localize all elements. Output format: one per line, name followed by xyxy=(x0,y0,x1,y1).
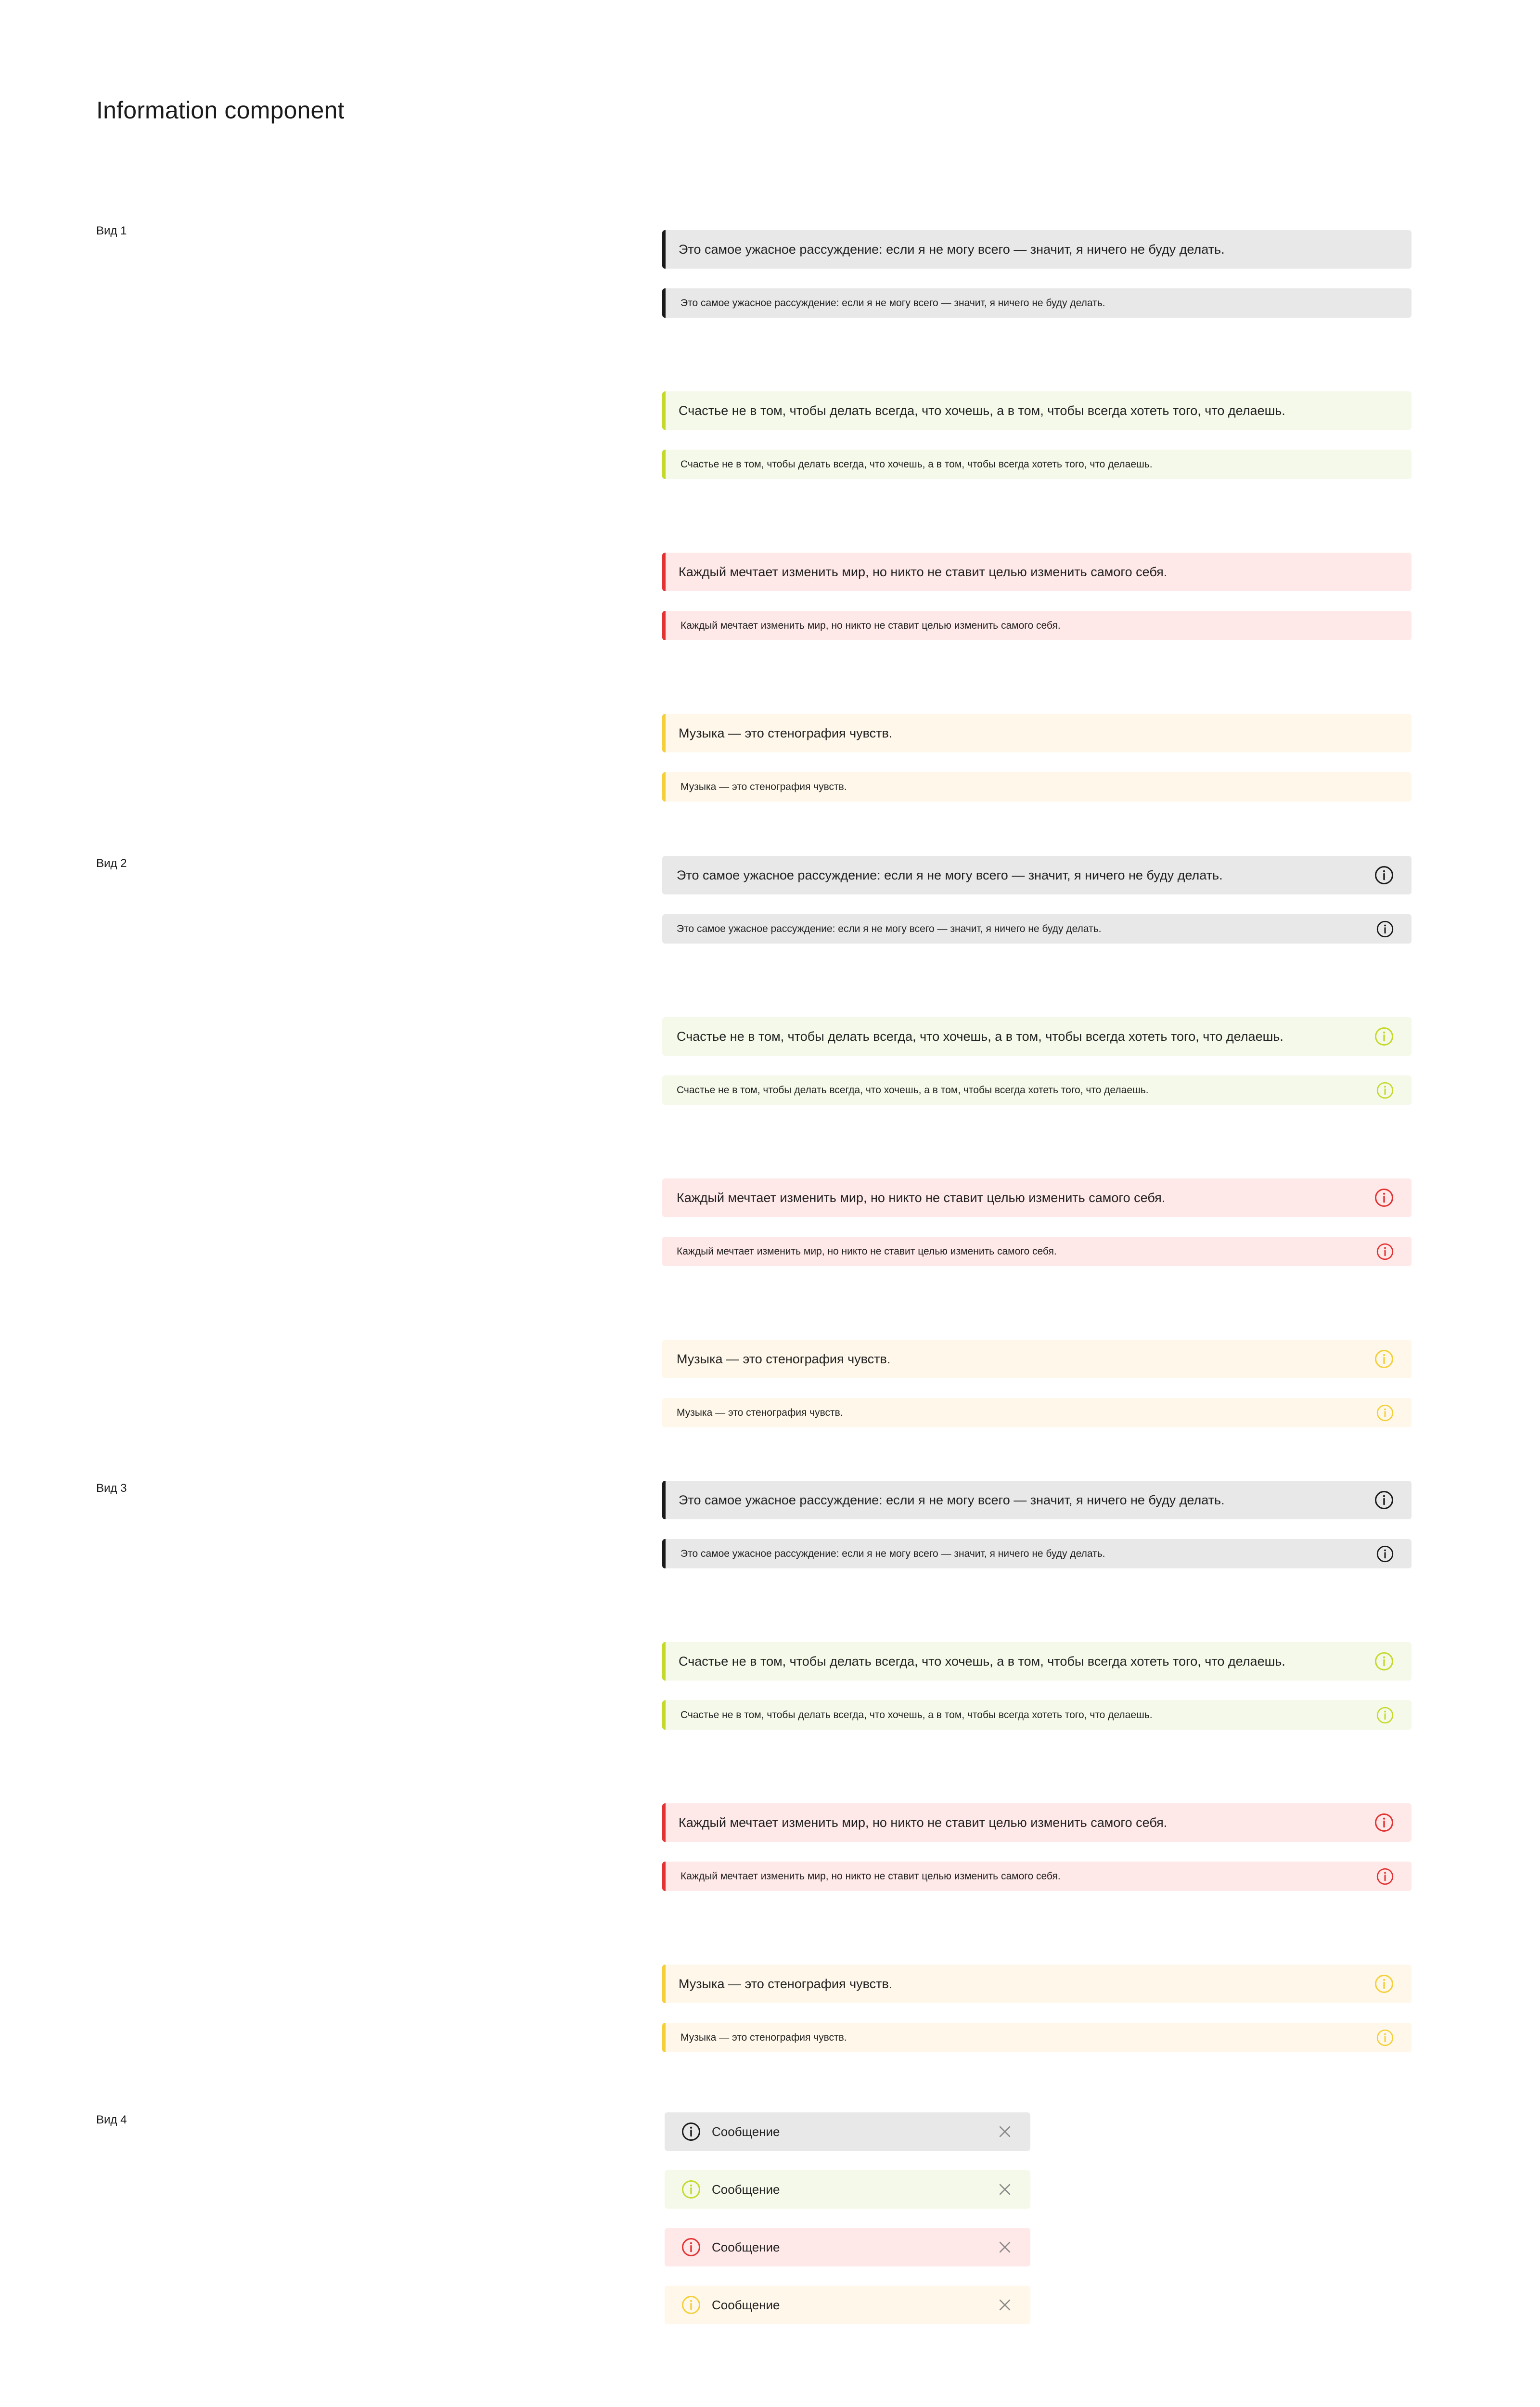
view2-group-warning xyxy=(662,1340,1412,1427)
info-icon xyxy=(1376,920,1394,938)
alert-text: Счастье не в том, чтобы делать всегда, что хочешь, а в том, чтобы всегда хотеть того, что делаешь. xyxy=(679,403,1285,418)
alert-error-large xyxy=(662,553,1412,591)
view1-group-success xyxy=(662,391,1412,479)
info-icon xyxy=(1376,1242,1394,1261)
alert-text: Это самое ужасное рассуждение: если я не могу всего — значит, я ничего не буду делать. xyxy=(677,867,1223,882)
alert-text: Каждый мечтает изменить мир, но никто не ставит целью изменить самого себя. xyxy=(679,1815,1168,1830)
info-icon xyxy=(1374,1651,1394,1671)
alert-text: Счастье не в том, чтобы делать всегда, что хочешь, а в том, чтобы всегда хотеть того, что делаешь. xyxy=(677,1029,1283,1044)
info-icon xyxy=(681,2295,701,2315)
info-icon xyxy=(1374,865,1394,885)
info-icon xyxy=(1376,1867,1394,1886)
toast-text: Сообщение xyxy=(712,2124,780,2139)
alert-success-small xyxy=(662,1700,1412,1730)
alert-success-small xyxy=(662,450,1412,479)
info-icon xyxy=(1374,1974,1394,1994)
view4-toasts xyxy=(665,2112,1030,2343)
info-icon xyxy=(1374,1349,1394,1369)
close-icon[interactable] xyxy=(997,2239,1013,2255)
info-icon xyxy=(1376,1706,1394,1724)
info-icon xyxy=(1374,1490,1394,1510)
alert-error-small xyxy=(662,1237,1412,1266)
alert-text: Музыка — это стенография чувств. xyxy=(677,1407,843,1418)
alert-text: Музыка — это стенография чувств. xyxy=(679,725,893,740)
info-icon xyxy=(1376,1081,1394,1100)
alert-neutral-large xyxy=(662,230,1412,269)
section-label-view3: Вид 3 xyxy=(96,1482,127,1495)
alert-success-large xyxy=(662,1642,1412,1681)
alert-text: Счастье не в том, чтобы делать всегда, что хочешь, а в том, чтобы всегда хотеть того, что делаешь. xyxy=(680,1709,1153,1721)
alert-warning-small xyxy=(662,1398,1412,1427)
info-icon xyxy=(1374,1188,1394,1208)
view2-group-neutral xyxy=(662,856,1412,944)
alert-text: Каждый мечтает изменить мир, но никто не ставит целью изменить самого себя. xyxy=(680,1870,1061,1882)
toast-text: Сообщение xyxy=(712,2182,780,2197)
alert-neutral-small xyxy=(662,914,1412,944)
info-icon xyxy=(681,2122,701,2142)
alert-text: Музыка — это стенография чувств. xyxy=(680,781,847,792)
alert-text: Каждый мечтает изменить мир, но никто не ставит целью изменить самого себя. xyxy=(677,1245,1057,1257)
view3-group-success xyxy=(662,1642,1412,1730)
view3-group-neutral xyxy=(662,1481,1412,1568)
alert-text: Каждый мечтает изменить мир, но никто не ставит целью изменить самого себя. xyxy=(679,564,1168,579)
view1-group-warning xyxy=(662,714,1412,802)
alert-text: Счастье не в том, чтобы делать всегда, что хочешь, а в том, чтобы всегда хотеть того, что делаешь. xyxy=(677,1084,1149,1096)
alert-warning-large xyxy=(662,714,1412,752)
view1-group-error xyxy=(662,553,1412,640)
close-icon[interactable] xyxy=(997,2123,1013,2140)
toast-error xyxy=(665,2228,1030,2266)
alert-text: Это самое ужасное рассуждение: если я не могу всего — значит, я ничего не буду делать. xyxy=(680,1548,1105,1559)
toast-success xyxy=(665,2170,1030,2209)
view3-group-error xyxy=(662,1803,1412,1891)
alert-warning-large xyxy=(662,1340,1412,1378)
view2-group-error xyxy=(662,1178,1412,1266)
info-icon xyxy=(1374,1026,1394,1047)
alert-text: Это самое ужасное рассуждение: если я не могу всего — значит, я ничего не буду делать. xyxy=(679,242,1225,257)
section-label-view1: Вид 1 xyxy=(96,224,127,237)
alert-success-small xyxy=(662,1075,1412,1105)
alert-text: Каждый мечтает изменить мир, но никто не ставит целью изменить самого себя. xyxy=(680,620,1061,631)
alert-text: Музыка — это стенография чувств. xyxy=(679,1976,893,1991)
toast-text: Сообщение xyxy=(712,2297,780,2312)
alert-text: Счастье не в том, чтобы делать всегда, что хочешь, а в том, чтобы всегда хотеть того, что делаешь. xyxy=(679,1654,1285,1669)
alert-neutral-small xyxy=(662,1539,1412,1568)
alert-success-large xyxy=(662,1017,1412,1056)
alert-text: Это самое ужасное рассуждение: если я не могу всего — значит, я ничего не буду делать. xyxy=(677,923,1102,934)
close-icon[interactable] xyxy=(997,2181,1013,2198)
alert-text: Музыка — это стенография чувств. xyxy=(677,1351,891,1366)
alert-neutral-large xyxy=(662,856,1412,894)
toast-text: Сообщение xyxy=(712,2239,780,2254)
alert-neutral-small xyxy=(662,288,1412,318)
page-title: Information component xyxy=(96,97,345,124)
view1-alerts xyxy=(662,230,1412,802)
toast-neutral xyxy=(665,2112,1030,2151)
alert-text: Это самое ужасное рассуждение: если я не могу всего — значит, я ничего не буду делать. xyxy=(679,1492,1225,1507)
alert-warning-small xyxy=(662,2023,1412,2052)
view1-group-neutral xyxy=(662,230,1412,318)
section-label-view4: Вид 4 xyxy=(96,2113,127,2126)
alert-text: Музыка — это стенография чувств. xyxy=(680,2032,847,2043)
view2-alerts xyxy=(662,856,1412,1427)
info-icon xyxy=(681,2237,701,2257)
alert-text: Это самое ужасное рассуждение: если я не могу всего — значит, я ничего не буду делать. xyxy=(680,297,1105,309)
view3-group-warning xyxy=(662,1965,1412,2052)
alert-error-large xyxy=(662,1178,1412,1217)
toast-warning xyxy=(665,2286,1030,2324)
info-icon xyxy=(681,2179,701,2200)
alert-neutral-large xyxy=(662,1481,1412,1519)
alert-text: Каждый мечтает изменить мир, но никто не ставит целью изменить самого себя. xyxy=(677,1190,1166,1205)
section-label-view2: Вид 2 xyxy=(96,857,127,870)
alert-warning-large xyxy=(662,1965,1412,2003)
alert-text: Счастье не в том, чтобы делать всегда, что хочешь, а в том, чтобы всегда хотеть того, что делаешь. xyxy=(680,458,1153,470)
info-icon xyxy=(1376,2029,1394,2047)
view3-alerts xyxy=(662,1481,1412,2052)
info-icon xyxy=(1376,1545,1394,1563)
alert-error-large xyxy=(662,1803,1412,1842)
alert-error-small xyxy=(662,611,1412,640)
info-icon xyxy=(1376,1404,1394,1422)
alert-success-large xyxy=(662,391,1412,430)
alert-warning-small xyxy=(662,772,1412,802)
alert-error-small xyxy=(662,1862,1412,1891)
close-icon[interactable] xyxy=(997,2297,1013,2313)
view2-group-success xyxy=(662,1017,1412,1105)
info-icon xyxy=(1374,1812,1394,1833)
